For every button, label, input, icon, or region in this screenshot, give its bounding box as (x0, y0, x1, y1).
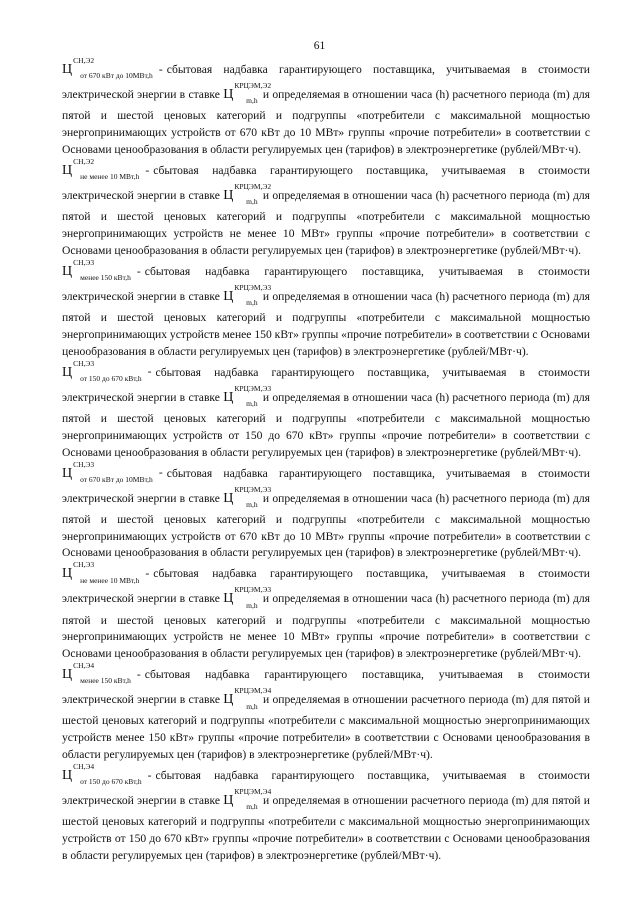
rate-symbol: $Ц^{КРЦЭМ,Э2}_{m,h}$ (223, 81, 272, 106)
rate-symbol: $Ц^{КРЦЭМ,Э4}_{m,h}$ (223, 686, 272, 711)
tariff-symbol: $Ц^{СН,Э2}_{от 670 кВт до 10МВт,h}$ (62, 56, 153, 81)
tariff-symbol: $Ц^{СН,Э3}_{менее 150 кВт,h}$ (62, 257, 131, 282)
definition-text: и определяемая в отношении часа (h) расчетного периода (m) для пятой и шестой ценовых категорий и подгруппы «потребители с максимальной мощностью энергопринимающих устройств от 150 до 670 кВт» группы «прочие потребители» в соответствии с Основами ценообразования в области регулируемых цен (тарифов) в электроэнергетике (рублей/МВт·ч). (62, 390, 590, 459)
definition-text: сбытовая надбавка гарантирующего поставщика, учитываемая в стоимости электрической энергии в ставке (62, 567, 590, 606)
definition-text: и определяемая в отношении часа (h) расчетного периода (m) для пятой и шестой ценовых категорий и подгруппы «потребители с максимальной мощностью энергопринимающих устройств не менее 10 МВт» группы «прочие потребители» в соответствии с Основами ценообразования в области регулируемых цен (тарифов) в электроэнергетике (рублей/МВт·ч). (62, 188, 590, 257)
definition-paragraph: $Ц^{СН,Э3}_{от 150 до 670 кВт,h}$ - сбытовая надбавка гарантирующего поставщика, учитываемая в стоимости электрической энергии в ставке $Ц^{КРЦЭМ,Э3}_{m,h}$ и определяемая в отношении часа (h) расчетного периода (m) для пятой и шестой ценовых категорий и подгруппы «потребители с максимальной мощностью энергопринимающих устройств от 150 до 670 кВт» группы «прочие потребители» в соответствии с Основами ценообразования в области регулируемых цен (тарифов) в электроэнергетике (рублей/МВт·ч). (62, 358, 590, 459)
definition-text: сбытовая надбавка гарантирующего поставщика, учитываемая в стоимости электрической энергии в ставке (62, 668, 590, 707)
tariff-symbol: $Ц^{СН,Э2}_{не менее 10 МВт,h}$ (62, 156, 140, 182)
rate-symbol: $Ц^{КРЦЭМ,Э3}_{m,h}$ (223, 585, 272, 610)
definition-text: сбытовая надбавка гарантирующего поставщика, учитываемая в стоимости электрической энергии в ставке (62, 365, 590, 404)
tariff-symbol: $Ц^{СН,Э4}_{менее 150 кВт,h}$ (62, 661, 131, 686)
rate-symbol: $Ц^{КРЦЭМ,Э4}_{m,h}$ (223, 787, 272, 812)
tariff-symbol: $Ц^{СН,Э3}_{не менее 10 МВт,h}$ (62, 560, 140, 585)
definition-paragraph: $Ц^{СН,Э2}_{не менее 10 МВт,h}$ - сбытовая надбавка гарантирующего поставщика, учитываемая в стоимости электрической энергии в ставке $Ц^{КРЦЭМ,Э2}_{m,h}$ и определяемая в отношении часа (h) расчетного периода (m) для пятой и шестой ценовых категорий и подгруппы «потребители с максимальной мощностью энергопринимающих устройств не менее 10 МВт» группы «прочие потребители» в соответствии с Основами ценообразования в области регулируемых цен (тарифов) в электроэнергетике (рублей/МВт·ч). (62, 156, 590, 257)
definition-paragraph: $Ц^{СН,Э3}_{менее 150 кВт,h}$ - сбытовая надбавка гарантирующего поставщика, учитываемая в стоимости электрической энергии в ставке $Ц^{КРЦЭМ,Э3}_{m,h}$ и определяемая в отношении часа (h) расчетного периода (m) для пятой и шестой ценовых категорий и подгруппы «потребители с максимальной мощностью энергопринимающих устройств менее 150 кВт» группы «прочие потребители» в соответствии с Основами ценообразования в области регулируемых цен (тарифов) в электроэнергетике (рублей/МВт·ч). (62, 257, 590, 358)
definition-text: сбытовая надбавка гарантирующего поставщика, учитываемая в стоимости электрической энергии в ставке (62, 768, 590, 808)
definition-text: сбытовая надбавка гарантирующего поставщика, учитываемая в стоимости электрической энергии в ставке (62, 62, 590, 101)
definition-text: и определяемая в отношении часа (h) расчетного периода (m) для пятой и шестой ценовых категорий и подгруппы «потребители с максимальной мощностью энергопринимающих устройств от 670 кВт до 10 МВт» группы «прочие потребители» в соответствии с Основами ценообразования в области регулируемых цен (тарифов) в электроэнергетике (рублей/МВт·ч). (62, 491, 590, 560)
tariff-symbol: $Ц^{СН,Э4}_{от 150 до 670 кВт,h}$ (62, 762, 142, 787)
definition-text: сбытовая надбавка гарантирующего поставщика, учитываемая в стоимости электрической энергии в ставке (62, 264, 590, 303)
definition-text: и определяемая в отношении часа (h) расчетного периода (m) для пятой и шестой ценовых категорий и подгруппы «потребители с максимальной мощностью энергопринимающих устройств менее 150 кВт» группы «прочие потребители» в соответствии с Основами ценообразования в области регулируемых цен (тарифов) в электроэнергетике (рублей/МВт·ч). (62, 289, 590, 358)
definition-paragraph: $Ц^{СН,Э4}_{от 150 до 670 кВт,h}$ - сбытовая надбавка гарантирующего поставщика, учитываемая в стоимости электрической энергии в ставке $Ц^{КРЦЭМ,Э4}_{m,h}$ и определяемая в отношении расчетного периода (m) для пятой и шестой ценовых категорий и подгруппы «потребители с максимальной мощностью энергопринимающих устройств от 150 до 670 кВт» группы «прочие потребители» в соответствии с Основами ценообразования в области регулируемых цен (тарифов) в электроэнергетике (рублей/МВт·ч). (62, 762, 591, 863)
document-body (62, 58, 590, 865)
definition-text: и определяемая в отношении расчетного периода (m) для пятой и шестой ценовых категорий и подгруппы «потребители с максимальной мощностью энергопринимающих устройств менее 150 кВт» группы «прочие потребители» в соответствии с Основами ценообразования в области регулируемых цен (тарифов) в электроэнергетике (рублей/МВт·ч). (62, 693, 591, 762)
definition-text: и определяемая в отношении часа (h) расчетного периода (m) для пятой и шестой ценовых категорий и подгруппы «потребители с максимальной мощностью энергопринимающих устройств не менее 10 МВт» группы «прочие потребители» в соответствии с Основами ценообразования в области регулируемых цен (тарифов) в электроэнергетике (рублей/МВт·ч). (62, 592, 590, 661)
page-number: 61 (313, 40, 326, 52)
definition-text: сбытовая надбавка гарантирующего поставщика, учитываемая в стоимости электрической энергии в ставке (62, 163, 590, 202)
rate-symbol: $Ц^{КРЦЭМ,Э2}_{m,h}$ (223, 181, 272, 207)
tariff-symbol: $Ц^{СН,Э3}_{от 670 кВт до 10МВт,h}$ (62, 459, 153, 484)
definition-paragraph: $Ц^{СН,Э2}_{от 670 кВт до 10МВт,h}$ - сбытовая надбавка гарантирующего поставщика, учитываемая в стоимости электрической энергии в ставке $Ц^{КРЦЭМ,Э2}_{m,h}$ и определяемая в отношении часа (h) расчетного периода (m) для пятой и шестой ценовых категорий и подгруппы «потребители с максимальной мощностью энергопринимающих устройств от 670 кВт до 10 МВт» группы «прочие потребители» в соответствии с Основами ценообразования в области регулируемых цен (тарифов) в электроэнергетике (рублей/МВт·ч). (62, 56, 590, 156)
rate-symbol: $Ц^{КРЦЭМ,Э3}_{m,h}$ (223, 383, 272, 408)
definition-text: и определяемая в отношении расчетного периода (m) для пятой и шестой ценовых категорий и подгруппы «потребители с максимальной мощностью энергопринимающих устройств от 150 до 670 кВт» группы «прочие потребители» в соответствии с Основами ценообразования в области регулируемых цен (тарифов) в электроэнергетике (рублей/МВт·ч). (62, 794, 591, 863)
definition-text: и определяемая в отношении часа (h) расчетного периода (m) для пятой и шестой ценовых категорий и подгруппы «потребители с максимальной мощностью энергопринимающих устройств от 670 кВт до 10 МВт» группы «прочие потребители» в соответствии с Основами ценообразования в области регулируемых цен (тарифов) в электроэнергетике (рублей/МВт·ч). (62, 87, 590, 156)
definition-text: сбытовая надбавка гарантирующего поставщика, учитываемая в стоимости электрической энергии в ставке (62, 466, 590, 505)
definition-paragraph: $Ц^{СН,Э3}_{не менее 10 МВт,h}$ - сбытовая надбавка гарантирующего поставщика, учитываемая в стоимости электрической энергии в ставке $Ц^{КРЦЭМ,Э3}_{m,h}$ и определяемая в отношении часа (h) расчетного периода (m) для пятой и шестой ценовых категорий и подгруппы «потребители с максимальной мощностью энергопринимающих устройств не менее 10 МВт» группы «прочие потребители» в соответствии с Основами ценообразования в области регулируемых цен (тарифов) в электроэнергетике (рублей/МВт·ч). (62, 560, 590, 661)
definition-paragraph: $Ц^{СН,Э3}_{от 670 кВт до 10МВт,h}$ - сбытовая надбавка гарантирующего поставщика, учитываемая в стоимости электрической энергии в ставке $Ц^{КРЦЭМ,Э3}_{m,h}$ и определяемая в отношении часа (h) расчетного периода (m) для пятой и шестой ценовых категорий и подгруппы «потребители с максимальной мощностью энергопринимающих устройств от 670 кВт до 10 МВт» группы «прочие потребители» в соответствии с Основами ценообразования в области регулируемых цен (тарифов) в электроэнергетике (рублей/МВт·ч). (62, 459, 590, 560)
tariff-symbol: $Ц^{СН,Э3}_{от 150 до 670 кВт,h}$ (62, 358, 142, 383)
rate-symbol: $Ц^{КРЦЭМ,Э3}_{m,h}$ (223, 282, 272, 307)
definition-paragraph: $Ц^{СН,Э4}_{менее 150 кВт,h}$ - сбытовая надбавка гарантирующего поставщика, учитываемая в стоимости электрической энергии в ставке $Ц^{КРЦЭМ,Э4}_{m,h}$ и определяемая в отношении расчетного периода (m) для пятой и шестой ценовых категорий и подгруппы «потребители с максимальной мощностью энергопринимающих устройств менее 150 кВт» группы «прочие потребители» в соответствии с Основами ценообразования в области регулируемых цен (тарифов) в электроэнергетике (рублей/МВт·ч). (62, 661, 591, 762)
rate-symbol: $Ц^{КРЦЭМ,Э3}_{m,h}$ (223, 484, 272, 509)
